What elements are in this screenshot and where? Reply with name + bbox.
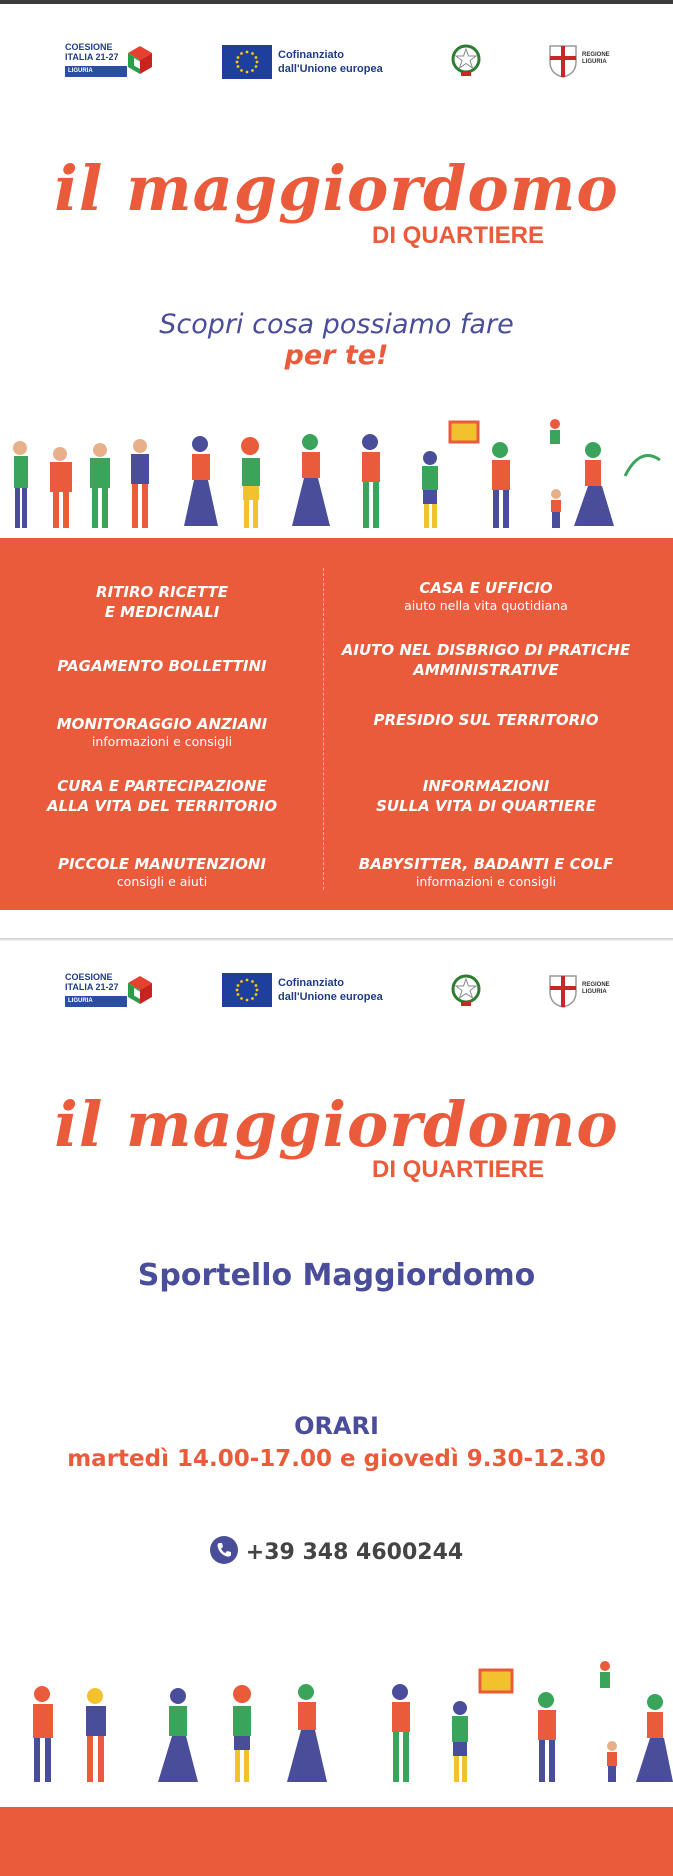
eu-logo-text: Cofinanziato dall'Unione europea — [278, 49, 383, 75]
cube-icon — [127, 974, 153, 1006]
flyer-page-2 — [0, 942, 673, 1876]
service-item: INFORMAZIONI SULLA VITA DI QUARTIERE — [376, 777, 596, 815]
phone-contact — [0, 1539, 673, 1567]
italian-republic-emblem-icon — [450, 42, 482, 78]
eu-cofinanced-logo — [222, 45, 402, 79]
service-item: BABYSITTER, BADANTI E COLF informazioni e consigli — [358, 855, 614, 889]
service-item: PAGAMENTO BOLLETTINI — [57, 657, 267, 675]
service-item: RITIRO RICETTE E MEDICINALI — [96, 583, 228, 621]
liguria-shield-icon — [548, 972, 578, 1008]
brand-title: il maggiordomo — [54, 1088, 619, 1161]
tagline-line-2: per te! — [284, 340, 389, 371]
regione-liguria-logo: REGIONE LIGURIA — [548, 42, 618, 78]
coesione-italia-logo: COESIONE ITALIA 21-27 LIGURIA — [65, 42, 155, 82]
eu-logo-text: Cofinanziato dall'Unione europea — [278, 977, 383, 1003]
regione-liguria-logo: REGIONE LIGURIA — [548, 972, 618, 1008]
eu-flag-icon — [222, 45, 272, 79]
logo-strip — [0, 942, 673, 1002]
brand-title: il maggiordomo — [54, 152, 619, 225]
service-item: CASA E UFFICIO aiuto nella vita quotidiana — [404, 579, 568, 613]
service-item: PRESIDIO SUL TERRITORIO — [373, 711, 599, 729]
services-panel — [0, 538, 673, 912]
brand-subtitle: DI QUARTIERE — [372, 222, 545, 249]
tagline-line-1: Scopri cosa possiamo fare — [159, 309, 514, 340]
flyer-page-1 — [0, 4, 673, 910]
phone-number: +39 348 4600244 — [245, 1540, 464, 1565]
page-separator — [0, 910, 673, 942]
eu-cofinanced-logo — [222, 973, 402, 1007]
office-title: Sportello Maggiordomo — [137, 1258, 536, 1293]
service-item: CURA E PARTECIPAZIONE ALLA VITA DEL TERRITORIO — [46, 777, 278, 815]
liguria-shield-icon — [548, 42, 578, 78]
phone-icon — [210, 1536, 238, 1564]
column-divider — [323, 568, 324, 890]
hours-label: ORARI — [294, 1412, 379, 1440]
cube-icon — [127, 44, 153, 76]
logo-strip — [0, 4, 673, 75]
footer-band — [0, 1807, 673, 1876]
service-item: PICCOLE MANUTENZIONI consigli e aiuti — [57, 855, 266, 889]
brand-subtitle: DI QUARTIERE — [372, 1156, 545, 1183]
service-item: MONITORAGGIO ANZIANI informazioni e consigli — [56, 715, 268, 749]
people-illustration — [0, 416, 673, 542]
eu-flag-icon — [222, 973, 272, 1007]
coesione-italia-logo: COESIONE ITALIA 21-27 LIGURIA — [65, 972, 155, 1012]
hours-times: martedì 14.00-17.00 e giovedì 9.30-12.30 — [67, 1446, 606, 1472]
people-illustration — [0, 1656, 673, 1796]
service-item: AIUTO NEL DISBRIGO DI PRATICHE AMMINISTRATIVE — [341, 641, 631, 679]
italian-republic-emblem-icon — [450, 972, 482, 1008]
